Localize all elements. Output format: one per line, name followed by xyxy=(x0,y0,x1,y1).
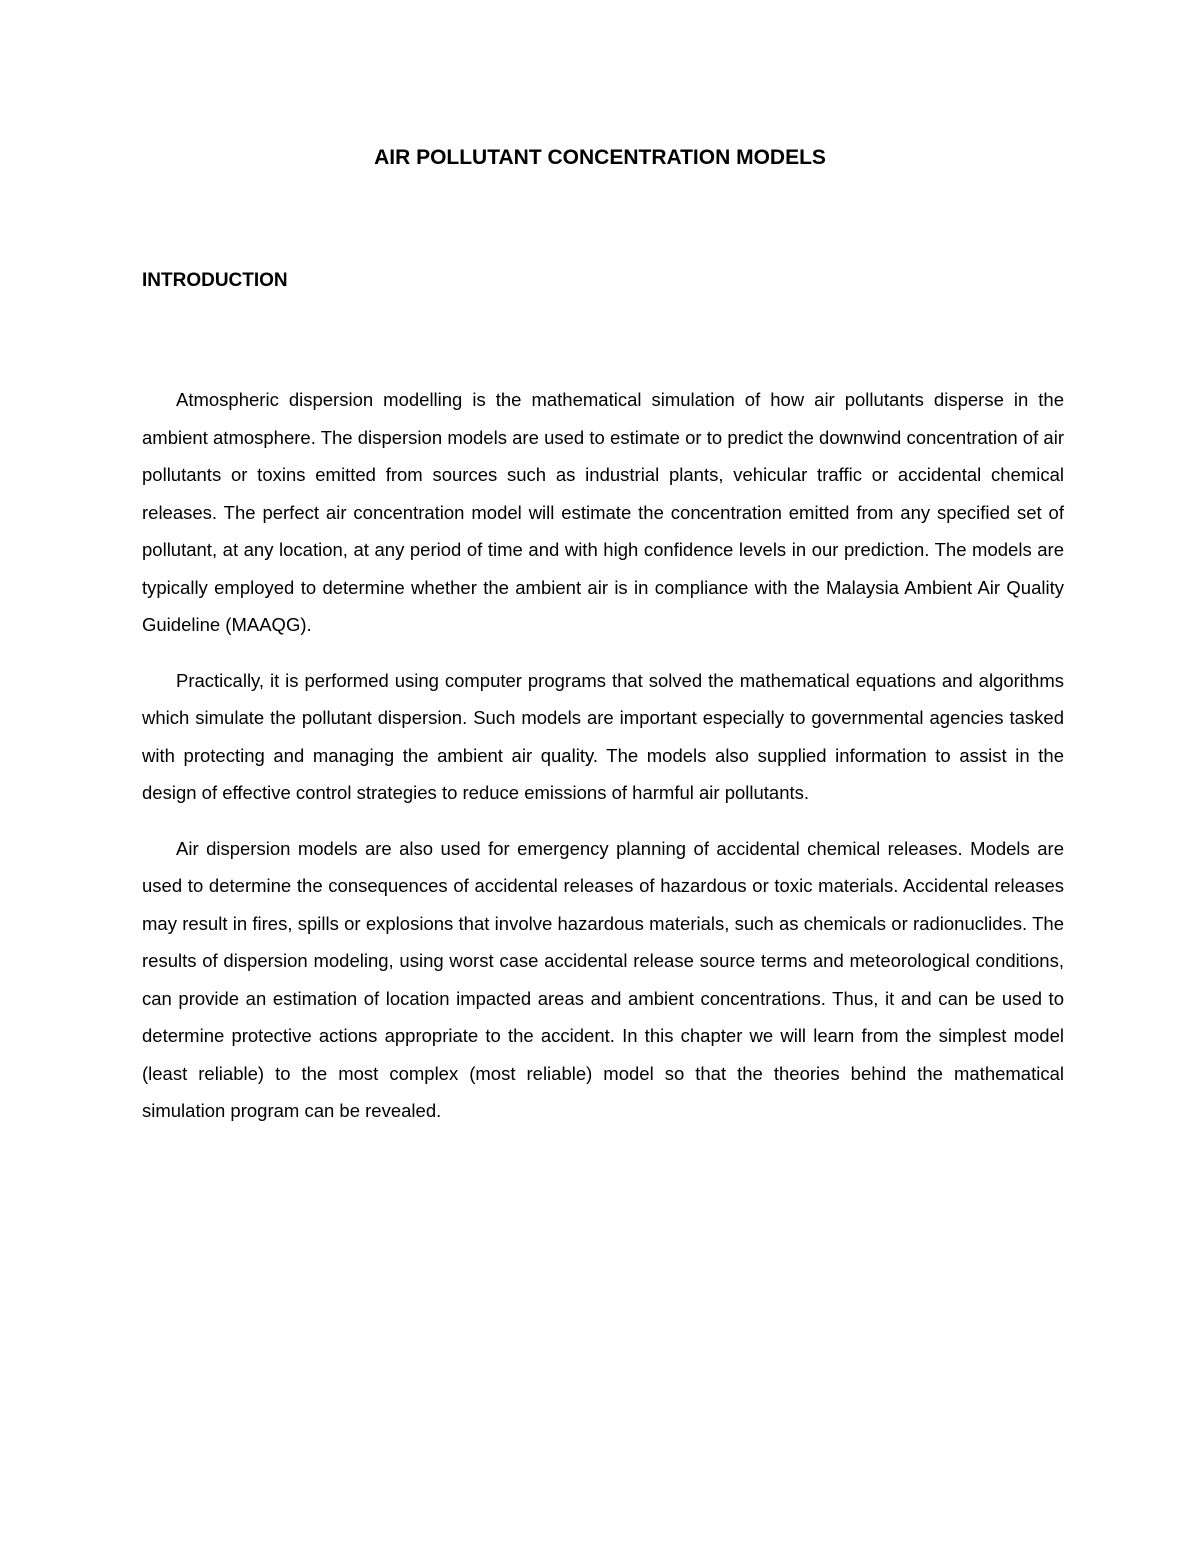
document-title: AIR POLLUTANT CONCENTRATION MODELS xyxy=(374,146,826,169)
paragraph: Air dispersion models are also used for emergency planning of accidental chemical releases. Models are used to determine the consequences of accidental releases of hazardous or toxic materials. Accidental releases may result in fires, spills or explosions that involve hazardous materials, such as chemicals or radionuclides. The results of dispersion modeling, using worst case accidental release source terms and meteorological conditions, can provide an estimation of location impacted areas and ambient concentrations. Thus, it and can be used to determine protective actions appropriate to the accident. In this chapter we will learn from the simplest model (least reliable) to the most complex (most reliable) model so that the theories behind the mathematical simulation program can be revealed. xyxy=(142,837,1064,1121)
paragraph: Practically, it is performed using computer programs that solved the mathematical equations and algorithms which simulate the pollutant dispersion. Such models are important especially to governmental agencies tasked with protecting and managing the ambient air quality. The models also supplied information to assist in the design of effective control strategies to reduce emissions of harmful air pollutants. xyxy=(142,669,1064,803)
document-body xyxy=(142,381,1064,1148)
section-heading: INTRODUCTION xyxy=(142,270,288,291)
paragraph: Atmospheric dispersion modelling is the mathematical simulation of how air pollutants disperse in the ambient atmosphere. The dispersion models are used to estimate or to predict the downwind concentration of air pollutants or toxins emitted from sources such as industrial plants, vehicular traffic or accidental chemical releases. The perfect air concentration model will estimate the concentration emitted from any specified set of pollutant, at any location, at any period of time and with high confidence levels in our prediction. The models are typically employed to determine whether the ambient air is in compliance with the Malaysia Ambient Air Quality Guideline (MAAQG). xyxy=(142,389,1064,635)
